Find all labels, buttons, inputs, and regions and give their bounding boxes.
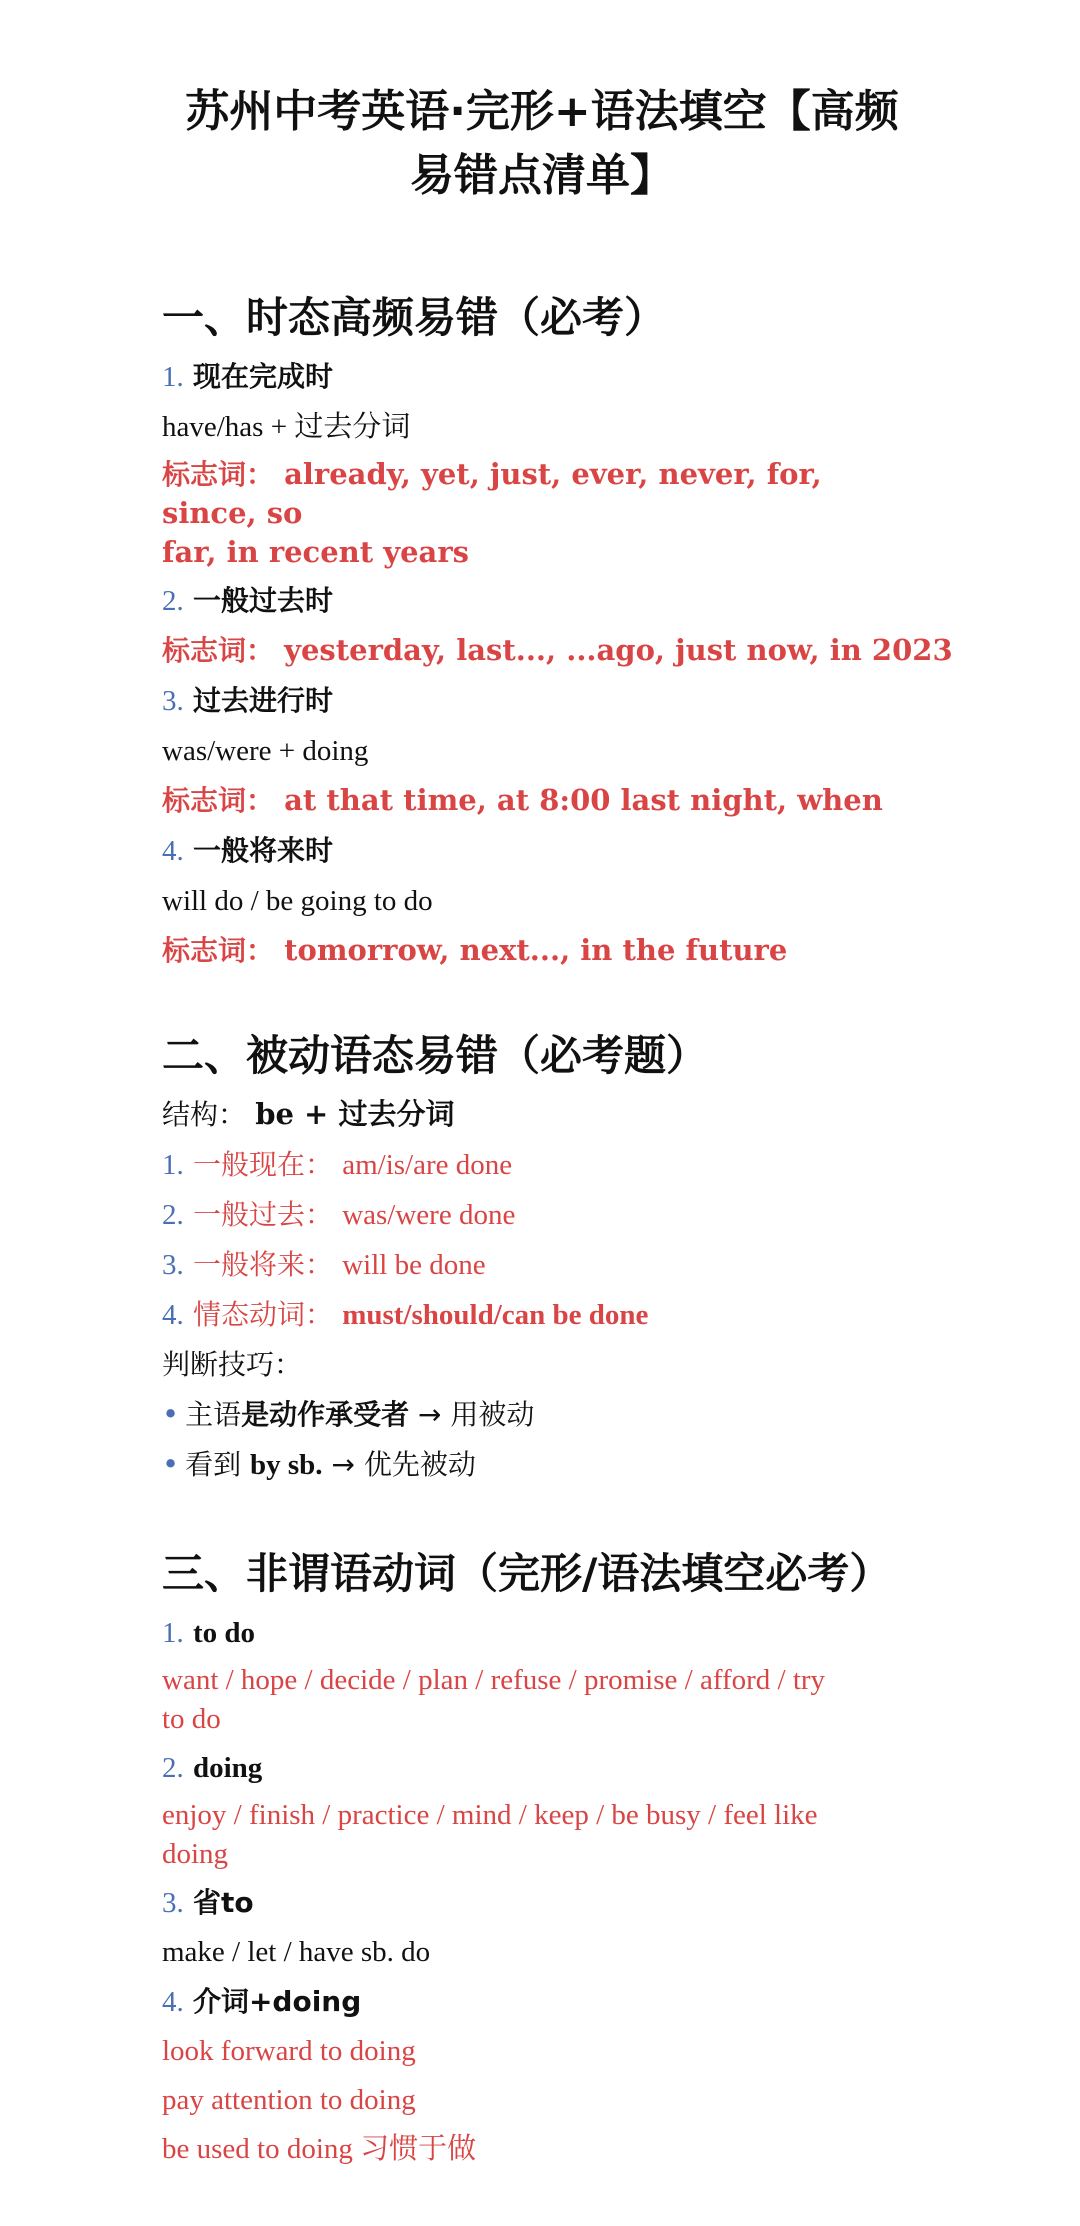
s2-item-4 xyxy=(162,1293,922,1336)
tip-1-post: → 用被动 xyxy=(409,1398,535,1431)
s2-item-2-label: 一般过去： xyxy=(192,1198,333,1231)
keyword-text: tomorrow, next..., in the future xyxy=(284,933,788,967)
s1-item-4-number: 4. xyxy=(162,835,184,867)
s2-item-3 xyxy=(162,1243,922,1286)
s2-item-3-label: 一般将来： xyxy=(192,1248,333,1281)
s2-tip-2 xyxy=(162,1443,922,1486)
s1-item-4-title xyxy=(162,829,922,872)
s2-tips-label xyxy=(162,1343,922,1386)
keyword-label: 标志词： xyxy=(162,934,275,967)
tip-2-post: → 优先被动 xyxy=(322,1448,476,1481)
s2-item-1-number: 1. xyxy=(162,1149,184,1181)
s3-item-2-title xyxy=(162,1746,922,1789)
s3-item-2-number: 2. xyxy=(162,1752,184,1784)
example-line: make / let / have sb. do xyxy=(162,1936,431,1968)
s1-item-3-formula xyxy=(162,729,922,772)
s3-item-3-title xyxy=(162,1881,922,1924)
keyword-text-1: already, yet, just, ever, never, for, since, so xyxy=(162,457,822,530)
section-1-heading: 一、时态高频易错（必考） xyxy=(162,293,667,342)
s2-item-4-number: 4. xyxy=(162,1299,184,1331)
example-line: look forward to doing xyxy=(162,2035,416,2067)
s2-item-4-value: must/should/can be done xyxy=(342,1299,649,1331)
document-page xyxy=(162,80,953,2170)
section-3-heading: 三、非谓语动词（完形/语法填空必考） xyxy=(162,1549,892,1598)
bullet-icon: • xyxy=(162,1447,180,1481)
tip-1-pre: 主语 xyxy=(185,1398,242,1431)
s3-item-2-name: doing xyxy=(192,1752,263,1784)
s1-item-1-formula xyxy=(162,405,922,448)
s3-item-4-example-2 xyxy=(162,2079,922,2121)
s3-item-4-number: 4. xyxy=(162,1986,184,2018)
keyword-text: at that time, at 8:00 last night, when xyxy=(284,783,883,817)
keyword-label: 标志词： xyxy=(162,458,275,491)
example-line: to do xyxy=(162,1703,221,1735)
s1-item-2-name: 一般过去时 xyxy=(192,584,333,617)
s2-item-2 xyxy=(162,1193,922,1236)
example-line: doing xyxy=(162,1838,229,1870)
s2-item-1 xyxy=(162,1143,922,1186)
s1-item-1-keywords xyxy=(162,455,922,572)
s1-item-3-name: 过去进行时 xyxy=(192,684,333,717)
s1-item-2-number: 2. xyxy=(162,585,184,617)
s1-item-3-title xyxy=(162,679,922,722)
document-title xyxy=(162,80,922,208)
s3-item-4-example-1 xyxy=(162,2030,922,2072)
s3-item-1-examples xyxy=(162,1661,922,1739)
keyword-label: 标志词： xyxy=(162,634,275,667)
title-line-2: 易错点清单】 xyxy=(410,150,674,201)
s3-item-3-examples xyxy=(162,1931,922,1973)
s3-item-1-number: 1. xyxy=(162,1617,184,1649)
formula-text: have/has + 过去分词 xyxy=(162,411,411,443)
s3-item-1-name: to do xyxy=(192,1617,256,1649)
s2-item-4-label: 情态动词： xyxy=(192,1298,333,1331)
example-line: be used to doing 习惯于做 xyxy=(162,2133,477,2165)
formula-text: will do / be going to do xyxy=(162,885,433,917)
example-line: pay attention to doing xyxy=(162,2084,416,2116)
s1-item-1-number: 1. xyxy=(162,361,184,393)
s3-item-2-examples xyxy=(162,1796,922,1874)
s1-item-3-number: 3. xyxy=(162,685,184,717)
keyword-text: yesterday, last..., ...ago, just now, in 2023 xyxy=(284,633,953,667)
title-line-1: 苏州中考英语·完形+语法填空【高频 xyxy=(185,86,899,137)
bullet-icon: • xyxy=(162,1397,180,1431)
keyword-label: 标志词： xyxy=(162,784,275,817)
s2-item-1-label: 一般现在： xyxy=(192,1148,333,1181)
s3-item-3-number: 3. xyxy=(162,1887,184,1919)
structure-label: 结构： xyxy=(162,1098,247,1131)
tip-2-bold: by sb. xyxy=(250,1449,323,1481)
example-line: want / hope / decide / plan / refuse / promise / afford / try xyxy=(162,1664,826,1696)
s1-item-4-name: 一般将来时 xyxy=(192,834,333,867)
section-2-heading: 二、被动语态易错（必考题） xyxy=(162,1031,709,1080)
s3-item-3-name: 省to xyxy=(192,1886,254,1919)
s1-item-4-formula xyxy=(162,879,922,922)
s1-item-4-keywords xyxy=(162,929,922,972)
s2-item-3-value: will be done xyxy=(342,1249,486,1281)
s1-item-2-title xyxy=(162,579,922,622)
formula-text: was/were + doing xyxy=(162,735,369,767)
tip-1-bold: 是动作承受者 xyxy=(241,1398,410,1431)
s2-structure xyxy=(162,1093,922,1136)
s3-item-1-title xyxy=(162,1611,922,1654)
s1-item-3-keywords xyxy=(162,779,922,822)
keyword-text-2: far, in recent years xyxy=(162,535,469,569)
s2-item-3-number: 3. xyxy=(162,1249,184,1281)
structure-value: be + 过去分词 xyxy=(255,1097,455,1131)
s1-item-1-name: 现在完成时 xyxy=(192,360,333,393)
example-line: enjoy / finish / practice / mind / keep / be busy / feel like xyxy=(162,1799,818,1831)
tip-2-pre: 看到 xyxy=(185,1448,251,1481)
s3-item-4-name: 介词+doing xyxy=(192,1985,362,2018)
s2-item-2-number: 2. xyxy=(162,1199,184,1231)
s2-item-1-value: am/is/are done xyxy=(342,1149,513,1181)
tips-label-text: 判断技巧： xyxy=(162,1348,303,1381)
s1-item-1-title xyxy=(162,355,922,398)
s1-item-2-keywords xyxy=(162,629,953,672)
s3-item-4-title xyxy=(162,1980,922,2023)
s2-tip-1 xyxy=(162,1393,922,1436)
s3-item-4-example-3 xyxy=(162,2128,922,2170)
s2-item-2-value: was/were done xyxy=(342,1199,516,1231)
